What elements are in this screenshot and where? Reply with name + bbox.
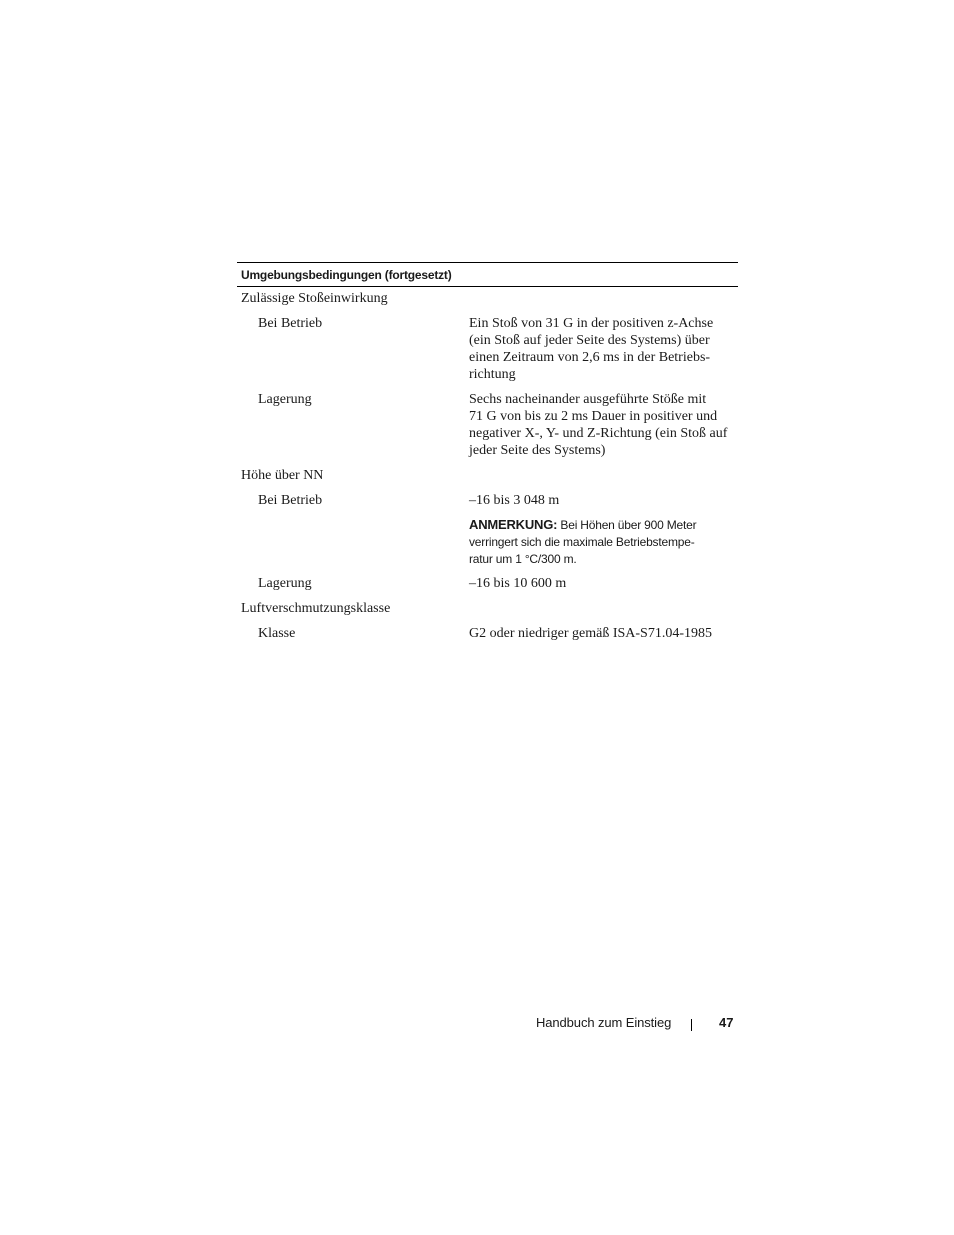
shock-operating-label: Bei Betrieb — [258, 316, 323, 331]
note-line: verringert sich die maximale Betriebstempe- — [469, 535, 695, 549]
airborne-class-label: Klasse — [258, 626, 296, 641]
shock-storage-value — [469, 391, 737, 459]
shock-operating-line: richtung — [469, 367, 516, 382]
airborne-section-label: Luftverschmutzungsklasse — [241, 601, 391, 616]
airborne-class-value: G2 oder niedriger gemäß ISA-S71.04-1985 — [469, 626, 713, 641]
note-first-line — [469, 516, 737, 534]
shock-storage-line: negativer X-, Y- und Z-Richtung (ein Stoß auf — [469, 426, 728, 441]
shock-operating-line: einen Zeitraum von 2,6 ms in der Betriebs- — [469, 350, 711, 365]
altitude-operating-value: –16 bis 3 048 m — [469, 493, 560, 508]
altitude-operating-label: Bei Betrieb — [258, 493, 323, 508]
shock-operating-line: Ein Stoß von 31 G in der positiven z-Achse — [469, 316, 714, 331]
page-number: 47 — [719, 1015, 734, 1030]
altitude-storage-label: Lagerung — [258, 576, 312, 591]
note-label: ANMERKUNG: — [469, 517, 558, 532]
table-header: Umgebungsbedingungen (fortgesetzt) — [237, 262, 738, 287]
shock-storage-line: Sechs nacheinander ausgeführte Stöße mit — [469, 392, 707, 407]
altitude-storage-value: –16 bis 10 600 m — [469, 576, 567, 591]
shock-operating-value — [469, 315, 737, 383]
footer-document-title: Handbuch zum Einstieg — [536, 1015, 672, 1030]
shock-storage-line: 71 G von bis zu 2 ms Dauer in positiver und — [469, 409, 718, 424]
note-line: ratur um 1 °C/300 m. — [469, 552, 577, 566]
shock-storage-label: Lagerung — [258, 392, 312, 407]
environmental-table — [237, 262, 738, 641]
altitude-note — [469, 516, 737, 568]
shock-storage-line: jeder Seite des Systems) — [469, 443, 606, 458]
shock-operating-line: (ein Stoß auf jeder Seite des Systems) über — [469, 333, 710, 348]
footer-separator — [691, 1019, 692, 1031]
note-text: Bei Höhen über 900 Meter — [557, 518, 697, 532]
altitude-section-label: Höhe über NN — [241, 468, 324, 483]
shock-section-label: Zulässige Stoßeinwirkung — [241, 291, 388, 306]
